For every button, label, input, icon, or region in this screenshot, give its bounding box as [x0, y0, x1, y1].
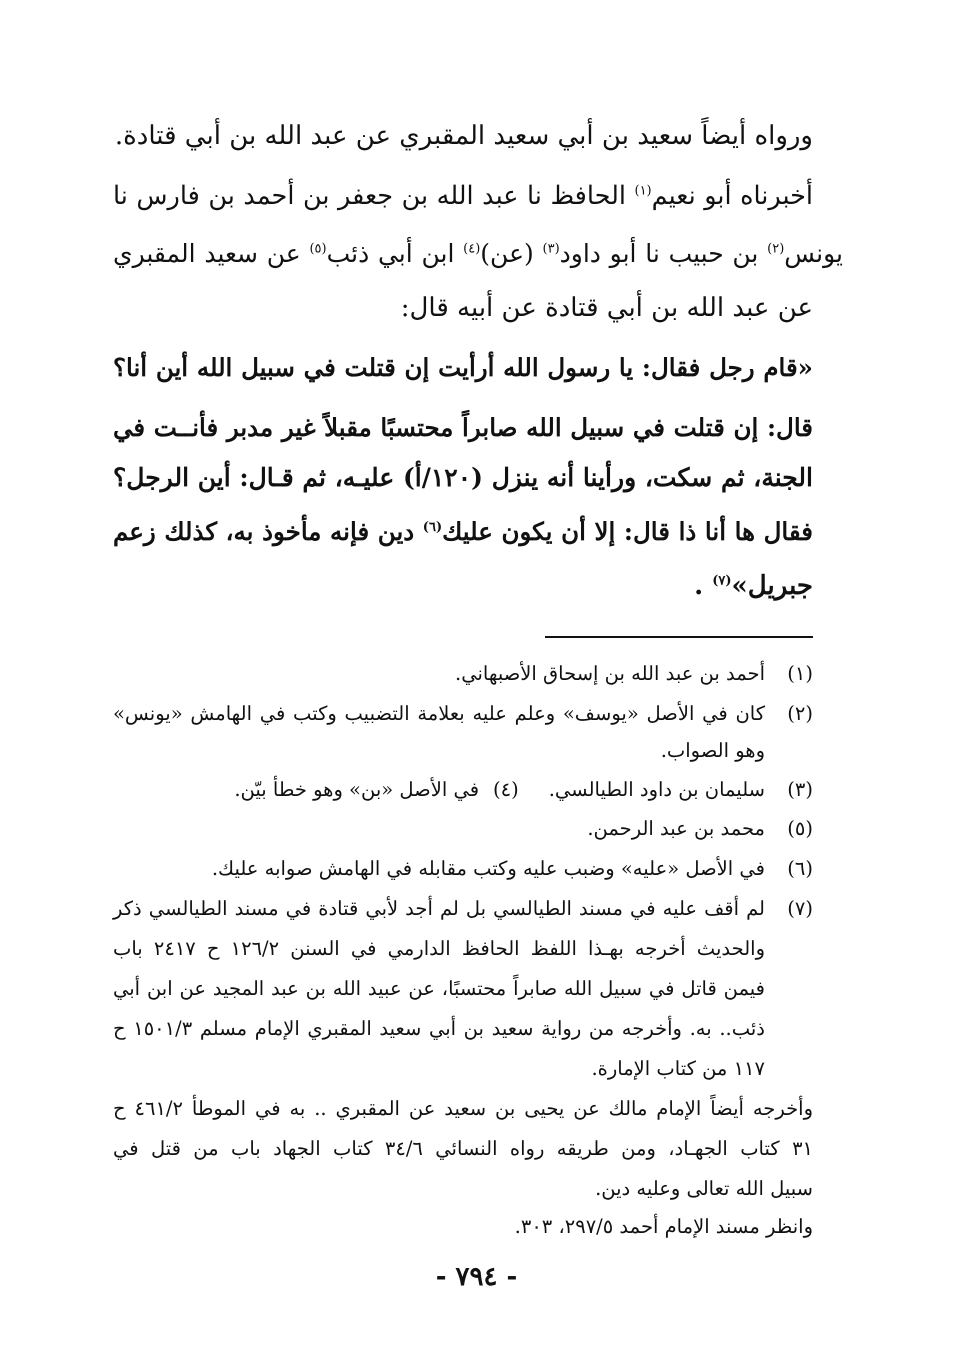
footnote-2-line-2: وهو الصواب.: [660, 739, 765, 762]
footnote-text: في الأصل «بن» وهو خطأ بيّن.: [234, 778, 480, 801]
footnote-7-line-7: ٣١ كتاب الجهـاد، ومن طريقه رواه النسائي ٣٤/٦ كتاب الجهاد باب من قتل في: [113, 1137, 814, 1160]
footnote-text: أحمد بن عبد الله بن إسحاق الأصبهاني.: [455, 662, 765, 685]
main-paragraph-2-line-3: عن عبد الله بن أبي قتادة عن أبيه قال:: [400, 293, 813, 323]
footnote-number: (٧): [787, 897, 813, 920]
footnote-number: (٤): [493, 778, 519, 801]
footnote-6: [113, 855, 813, 883]
footnote-ref-7: (٧): [712, 573, 732, 589]
text-segment: .: [694, 571, 713, 601]
text-segment: بن حبيب نا أبو داود: [559, 239, 768, 268]
footnote-7-line-9: وانظر مسند الإمام أحمد ٢٩٧/٥، ٣٠٣.: [514, 1215, 813, 1238]
text-segment: أخبرناه أبو نعيم: [651, 181, 813, 211]
hadith-line-4: [113, 514, 813, 550]
page-number: - ٧٩٤ -: [435, 1262, 518, 1292]
footnote-separator: [545, 636, 813, 638]
footnote-text: في الأصل «عليه» وضبب عليه وكتب مقابله في الهامش صوابه عليك.: [211, 857, 765, 880]
hadith-line-2: قال: إن قتلت في سبيل الله صابراً محتسبًا مقبلاً غير مدبر فأنــت في: [113, 413, 813, 442]
footnote-7-line-4: ذئب.. به. وأخرجه من رواية سعيد بن أبي سعيد المقبري الإمام مسلم ١٥٠١/٣ ح: [113, 1017, 765, 1040]
text-segment: فقال ها أنا ذا قال: إلا أن يكون عليك: [442, 517, 813, 546]
text-segment: (عن): [480, 239, 543, 268]
footnote-number: (١): [787, 662, 813, 685]
footnote-7-line-8: سبيل الله تعالى وعليه دين.: [595, 1177, 813, 1200]
main-paragraph-2-line-1: [113, 178, 813, 214]
footnote-7-line-2: والحديث أخرجه بهـذا اللفظ الحافظ الدارمي في السنن ١٢٦/٢ ح ٢٤١٧ باب: [113, 937, 765, 960]
footnote-ref-3: (٣): [542, 241, 560, 257]
footnote-7-line-3: فيمن قاتل في سبيل الله صابراً محتسبًا، عن عبيد الله بن عبد المجيد عن ابن أبي: [113, 977, 765, 1000]
footnote-5: [113, 815, 813, 843]
footnote-1: [113, 660, 813, 688]
footnote-3-4: [113, 776, 813, 804]
footnote-number: (٢): [787, 702, 813, 725]
footnote-ref-4: (٤): [463, 241, 481, 257]
main-paragraph-2-line-2: [113, 236, 843, 272]
footnote-ref-2: (٢): [767, 241, 785, 257]
text-segment: عن سعيد المقبري: [113, 239, 310, 268]
text-segment: يونس: [784, 239, 844, 268]
footnote-number: (٦): [787, 857, 813, 880]
footnote-7-line-1: [113, 895, 813, 923]
hadith-line-1: «قام رجل فقال: يا رسول الله أرأيت إن قتلت في سبيل الله أين أنا؟: [113, 353, 813, 382]
footnote-ref-5: (٥): [309, 241, 327, 257]
text-segment: جبريل»: [731, 571, 813, 601]
footnote-ref-1: (١): [634, 183, 652, 199]
main-paragraph-1: ورواه أيضاً سعيد بن أبي سعيد المقبري عن عبد الله بن أبي قتادة.: [114, 121, 813, 151]
footnote-text: محمد بن عبد الرحمن.: [587, 817, 765, 840]
footnote-number: (٥): [787, 817, 813, 840]
footnote-ref-6: (٦): [422, 519, 443, 535]
hadith-line-5: [113, 568, 813, 604]
text-segment: دين فإنه مأخوذ به، كذلك زعم: [113, 517, 423, 546]
footnote-number: (٣): [787, 778, 813, 801]
footnote-2-line-1: [113, 700, 813, 728]
text-segment: الحافظ نا عبد الله بن جعفر بن أحمد بن فارس نا: [113, 181, 635, 211]
text-segment: ابن أبي ذئب: [326, 239, 464, 268]
footnote-text: كان في الأصل «يوسف» وعلم عليه بعلامة التضبيب وكتب في الهامش «يونس»: [113, 702, 765, 725]
hadith-line-3: الجنة، ثم سكت، ورأينا أنه ينزل (١٢٠/أ) عليـه، ثم قـال: أين الرجل؟: [113, 463, 813, 492]
footnote-7-line-5: ١١٧ من كتاب الإمارة.: [591, 1057, 765, 1080]
footnote-text: لم أقف عليه في مسند الطيالسي بل لم أجد لأبي قتادة في مسند الطيالسي ذكر: [113, 897, 765, 920]
footnote-text: سليمان بن داود الطيالسي.: [548, 778, 765, 801]
footnote-7-line-6: وأخرجه أيضاً الإمام مالك عن يحيى بن سعيد عن المقبري .. به في الموطأ ٤٦١/٢ ح: [113, 1097, 813, 1120]
